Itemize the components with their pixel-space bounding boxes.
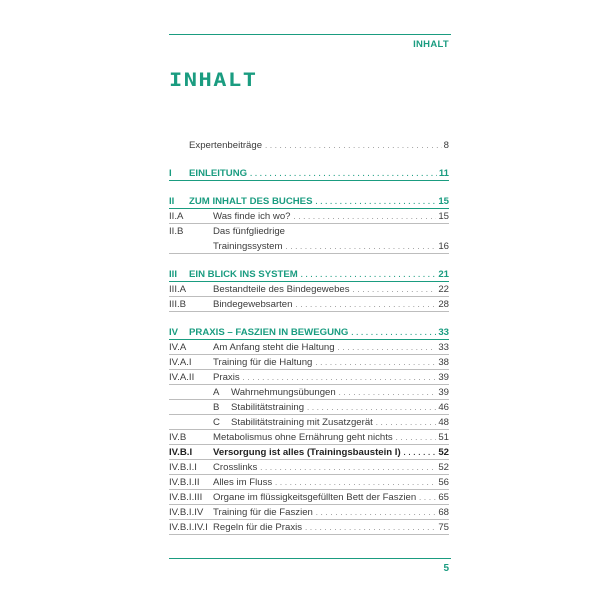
toc-entry-ii-b-cont[interactable] [169, 239, 451, 254]
toc-entry-iv-a-ii-b[interactable] [169, 400, 451, 415]
toc-entry-number: IV.B.I.IV [169, 507, 204, 518]
toc-entry-title: Das fünfgliedrige [213, 226, 285, 237]
toc-entry-number: IV.B.I [169, 447, 193, 458]
toc-entry-title: Trainingssystem [213, 241, 283, 252]
toc-entry-number: IV.B [169, 432, 187, 443]
leader-dots [265, 139, 442, 154]
toc-entry-number: A [213, 387, 220, 398]
toc-entry-page: 39 [438, 372, 449, 383]
toc-entry-page: 38 [438, 357, 449, 368]
toc-entry-page: 33 [438, 327, 449, 338]
toc-entry-number: IV.B.I.III [169, 492, 203, 503]
toc-entry-iv-a-ii-c[interactable] [169, 415, 451, 430]
toc-chapter-iii[interactable] [169, 267, 451, 282]
toc-entry-page: 22 [438, 284, 449, 295]
entry-underline [169, 311, 449, 312]
toc-entry-iv-b[interactable] [169, 430, 451, 445]
toc-entry-title: Was finde ich wo? [213, 211, 291, 222]
toc-entry-title: Expertenbeiträge [189, 140, 263, 151]
toc-entry-number: III.B [169, 299, 187, 310]
toc-entry-title: Crosslinks [213, 462, 258, 473]
table-of-contents [169, 138, 451, 535]
toc-entry-iv-a-ii-a[interactable] [169, 385, 451, 400]
running-head: INHALT [413, 39, 449, 50]
toc-entry-page: 51 [438, 432, 449, 443]
toc-entry-iv-b-i-ii[interactable] [169, 475, 451, 490]
toc-entry-number: IV.A.I [169, 357, 192, 368]
toc-entry-title: Training für die Faszien [213, 507, 313, 518]
toc-entry-page: 52 [438, 447, 449, 458]
chapter-underline [169, 180, 449, 181]
toc-entry-number: IV [169, 327, 179, 338]
toc-entry-iv-a-i[interactable] [169, 355, 451, 370]
toc-entry-title: Bestandteile des Bindegewebes [213, 284, 350, 295]
page-number: 5 [443, 563, 449, 574]
toc-entry-number: B [213, 402, 220, 413]
toc-entry-title: ZUM INHALT DES BUCHES [189, 196, 313, 207]
top-rule [169, 34, 451, 35]
toc-entry-page: 56 [438, 477, 449, 488]
toc-entry-page: 16 [438, 241, 449, 252]
toc-entry-number: II.A [169, 211, 184, 222]
toc-chapter-i[interactable] [169, 166, 451, 181]
toc-entry-iv-b-i-iv-i[interactable] [169, 520, 451, 535]
toc-entry-page: 33 [438, 342, 449, 353]
toc-chapter-ii[interactable] [169, 194, 451, 209]
toc-entry-title: Versorgung ist alles (Trainingsbaustein I) [213, 447, 401, 458]
toc-entry-iv-b-i-iv[interactable] [169, 505, 451, 520]
toc-entry-title: Metabolismus ohne Ernährung geht nichts [213, 432, 393, 443]
toc-entry-number: II [169, 196, 175, 207]
toc-entry-title: EIN BLICK INS SYSTEM [189, 269, 298, 280]
toc-entry-ii-a[interactable] [169, 209, 451, 224]
toc-entry-iv-a-ii[interactable] [169, 370, 451, 385]
toc-entry-number: III.A [169, 284, 187, 295]
toc-entry-title: PRAXIS – FASZIEN IN BEWEGUNG [189, 327, 349, 338]
toc-entry-number: III [169, 269, 177, 280]
entry-underline [169, 534, 449, 535]
toc-entry-number: C [213, 417, 220, 428]
toc-entry-page: 21 [438, 269, 449, 280]
toc-chapter-iv[interactable] [169, 325, 451, 340]
toc-entry-title: Stabilitätstraining [231, 402, 305, 413]
toc-entry-iii-b[interactable] [169, 297, 451, 312]
toc-entry-page: 15 [438, 196, 449, 207]
toc-entry-number: II.B [169, 226, 184, 237]
toc-entry-iv-b-i-i[interactable] [169, 460, 451, 475]
toc-entry-number: IV.A [169, 342, 187, 353]
toc-entry-title: Wahrnehmungsübungen [231, 387, 336, 398]
toc-entry-number: IV.B.I.I [169, 462, 197, 473]
toc-entry-title: Bindegewebsarten [213, 299, 293, 310]
entry-underline [169, 253, 449, 254]
toc-entry-expertenbeitraege[interactable] [169, 138, 451, 153]
toc-entry-page: 46 [438, 402, 449, 413]
toc-entry-number: IV.B.I.II [169, 477, 200, 488]
toc-entry-title: Regeln für die Praxis [213, 522, 303, 533]
toc-entry-title: Organe im flüssigkeitsgefüllten Bett der Faszien [213, 492, 417, 503]
toc-entry-title: Am Anfang steht die Haltung [213, 342, 335, 353]
toc-entry-page: 28 [438, 299, 449, 310]
toc-entry-iv-b-i[interactable] [169, 445, 451, 460]
toc-entry-page: 8 [443, 140, 449, 151]
toc-entry-page: 39 [438, 387, 449, 398]
toc-entry-iii-a[interactable] [169, 282, 451, 297]
toc-entry-title: Praxis [213, 372, 240, 383]
toc-entry-page: 48 [438, 417, 449, 428]
toc-entry-page: 15 [438, 211, 449, 222]
toc-entry-iv-a[interactable] [169, 340, 451, 355]
toc-entry-page: 68 [438, 507, 449, 518]
toc-entry-iv-b-i-iii[interactable] [169, 490, 451, 505]
toc-entry-title: EINLEITUNG [189, 168, 248, 179]
bottom-rule [169, 558, 451, 559]
toc-entry-page: 11 [438, 168, 449, 179]
toc-entry-title: Training für die Haltung [213, 357, 313, 368]
toc-entry-title: Stabilitätstraining mit Zusatzgerät [231, 417, 373, 428]
toc-entry-page: 65 [438, 492, 449, 503]
toc-entry-number: I [169, 168, 172, 179]
toc-entry-page: 52 [438, 462, 449, 473]
page-title: INHALT [169, 70, 258, 92]
toc-entry-number: IV.A.II [169, 372, 195, 383]
toc-entry-title: Alles im Fluss [213, 477, 273, 488]
toc-entry-ii-b[interactable] [169, 224, 451, 239]
toc-entry-number: IV.B.I.IV.I [169, 522, 208, 533]
toc-entry-page: 75 [438, 522, 449, 533]
